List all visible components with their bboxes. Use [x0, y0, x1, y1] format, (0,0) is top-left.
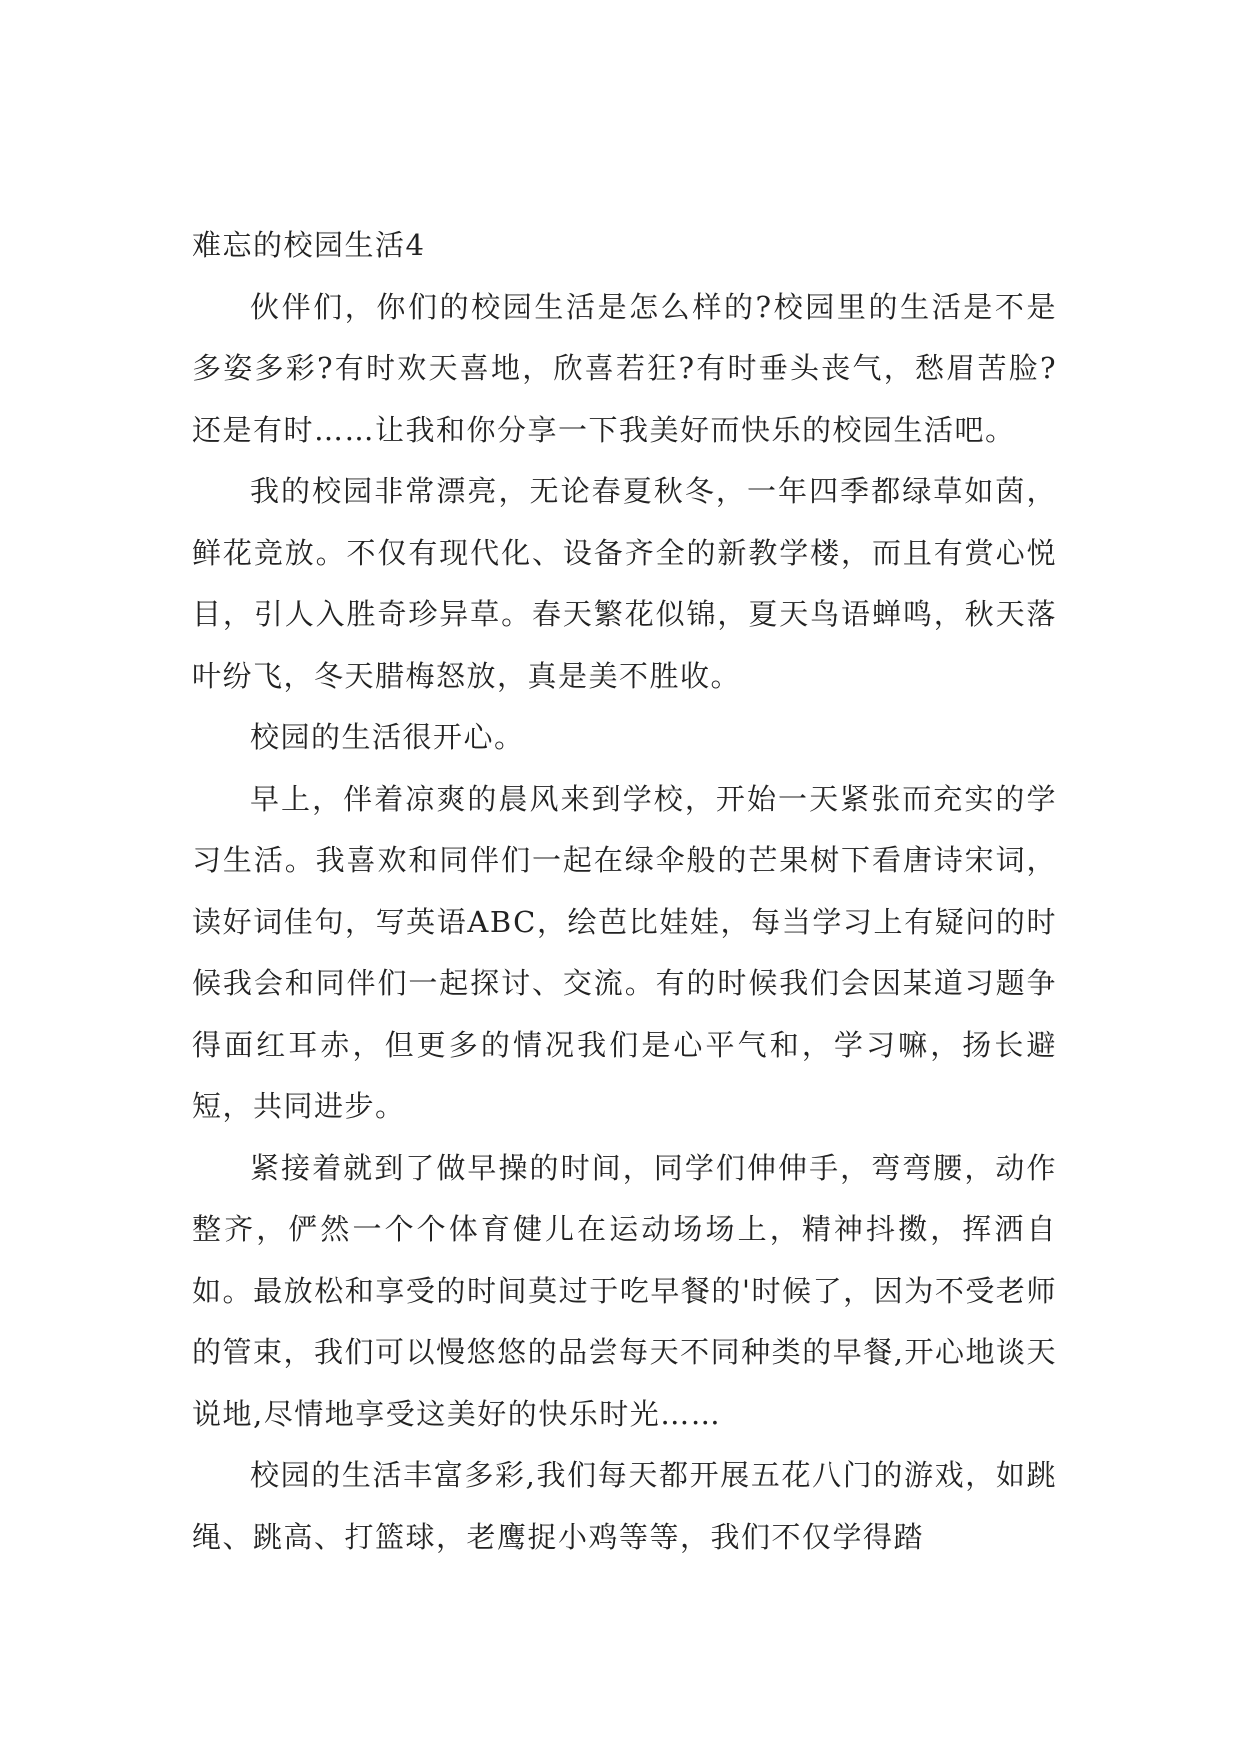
document-title: 难忘的校园生活4	[192, 228, 426, 262]
paragraph-campus-happy: 校园的生活很开心。	[250, 720, 525, 754]
paragraph-morning-study: 早上，伴着凉爽的晨风来到学校，开始一天紧张而充实的学习生活。我喜欢和同伴们一起在绿伞般的芒果树下看唐诗宋词，读好词佳句，写英语ABC，绘芭比娃娃，每当学习上有疑问的时候我会和同伴们一起探讨、交流。有的时候我们会因某道习题争得面红耳赤，但更多的情况我们是心平气和，学习嘛，扬长避短，共同进步。	[192, 781, 1057, 1123]
paragraph-games: 校园的生活丰富多彩,我们每天都开展五花八门的游戏，如跳绳、跳高、打篮球，老鹰捉小鸡等等，我们不仅学得踏	[192, 1458, 1057, 1554]
document-body	[192, 215, 1057, 1568]
paragraph-intro: 伙伴们，你们的校园生活是怎么样的?校园里的生活是不是多姿多彩?有时欢天喜地，欣喜若狂?有时垂头丧气，愁眉苦脸?还是有时……让我和你分享一下我美好而快乐的校园生活吧。	[192, 289, 1057, 447]
paragraph-morning-exercise: 紧接着就到了做早操的时间，同学们伸伸手，弯弯腰，动作整齐，俨然一个个体育健儿在运动场场上，精神抖擞，挥洒自如。最放松和享受的时间莫过于吃早餐的'时候了，因为不受老师的管束，我们可以慢悠悠的品尝每天不同种类的早餐,开心地谈天说地,尽情地享受这美好的快乐时光……	[192, 1150, 1057, 1431]
paragraph-campus-scenery: 我的校园非常漂亮，无论春夏秋冬，一年四季都绿草如茵，鲜花竞放。不仅有现代化、设备齐全的新教学楼，而且有赏心悦目，引人入胜奇珍异草。春天繁花似锦，夏天鸟语蝉鸣，秋天落叶纷飞，冬天腊梅怒放，真是美不胜收。	[192, 474, 1057, 693]
